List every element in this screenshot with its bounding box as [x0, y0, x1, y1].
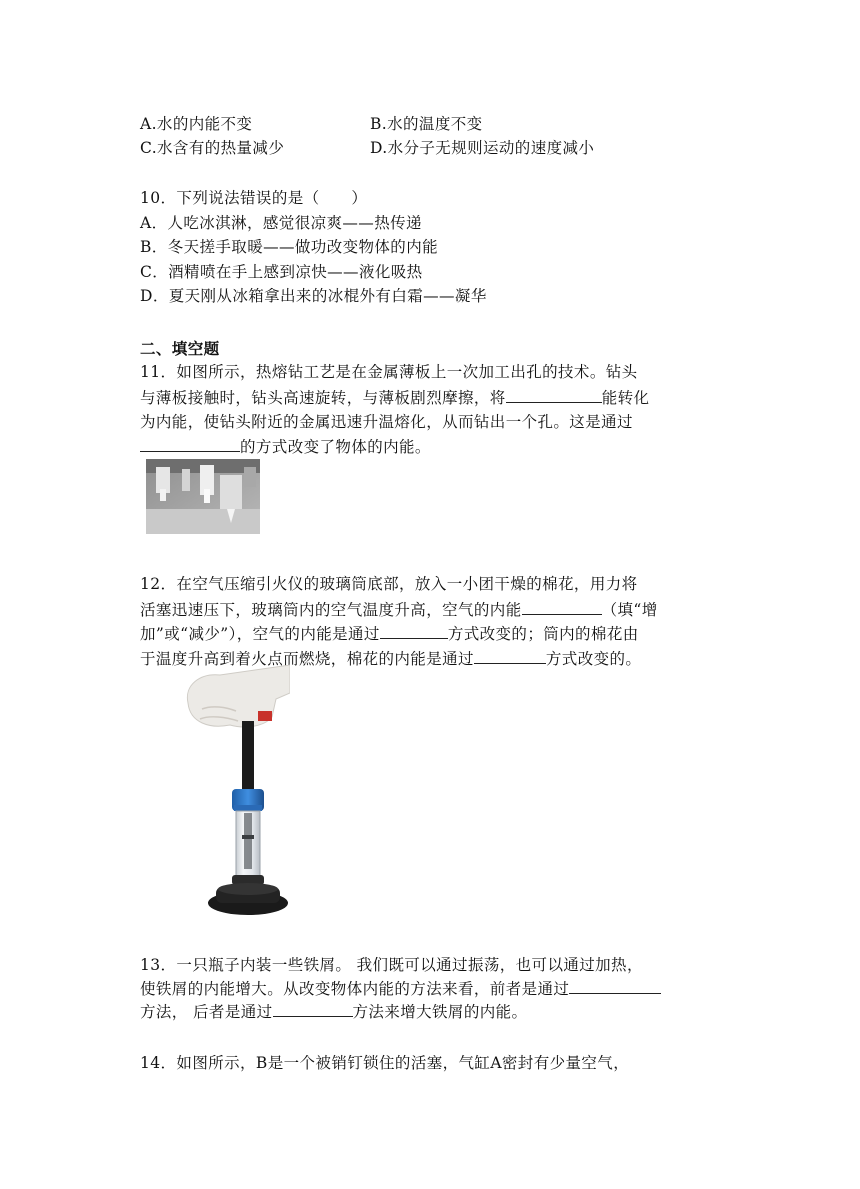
q10-option-c: C．酒精喷在手上感到凉快——液化吸热	[140, 263, 423, 281]
q14-line-1: 14．如图所示，B是一个被销钉锁住的活塞，气缸A密封有少量空气，	[140, 1054, 630, 1072]
q12-line-3-text: 加”或“减少”），空气的内能是通过	[140, 625, 380, 643]
q11-line-4-text: 的方式改变了物体的内能。	[240, 438, 431, 456]
q13-line-3	[140, 1000, 527, 1023]
q12-line-3	[140, 622, 639, 645]
q13-blank-2[interactable]	[273, 1000, 353, 1017]
q11-line-2	[140, 386, 649, 409]
q12-blank-1[interactable]	[522, 598, 602, 615]
q11-blank-2[interactable]	[140, 435, 240, 452]
q13-line-3-tail: 方法来增大铁屑的内能。	[352, 1003, 528, 1021]
q13-line-2	[140, 977, 661, 1000]
q13-line-3-text: 方法， 后者是通过	[140, 1003, 273, 1021]
q12-blank-2[interactable]	[380, 622, 448, 639]
q13-line-1: 13．一只瓶子内装一些铁屑。 我们既可以通过振荡，也可以通过加热，	[140, 956, 643, 974]
q13-blank-1[interactable]	[569, 977, 661, 994]
drill-photo	[146, 459, 260, 534]
section-title: 二、填空题	[140, 340, 220, 358]
q12-line-4-tail: 方式改变的。	[545, 650, 642, 668]
q12-line-2-tail: （填“增	[601, 601, 658, 619]
q12-line-4-text: 于温度升高到着火点而燃烧，棉花的内能是通过	[140, 650, 474, 668]
q12-blank-3[interactable]	[474, 647, 546, 664]
q9-option-b: B.水的温度不变	[370, 115, 483, 133]
q11-blank-1[interactable]	[506, 386, 602, 403]
igniter-photo-graphic	[180, 665, 290, 923]
q12-line-3-tail: 方式改变的；筒内的棉花由	[447, 625, 639, 643]
q13-line-2-text: 使铁屑的内能增大。从改变物体内能的方法来看，前者是通过	[140, 980, 570, 998]
igniter-photo	[180, 665, 290, 923]
q10-option-d: D．夏天刚从冰箱拿出来的冰棍外有白霜——凝华	[140, 287, 487, 305]
q9-option-a-text: A.水的内能不变	[140, 115, 253, 133]
q10-stem: 10．下列说法错误的是（ ）	[140, 189, 368, 207]
q9-option-c	[140, 137, 595, 159]
q11-line-2-tail: 能转化	[601, 389, 650, 407]
q9-option-d: D.水分子无规则运动的速度减小	[370, 139, 595, 157]
q10-option-b: B．冬天搓手取暖——做功改变物体的内能	[140, 238, 438, 256]
q10-option-a: A．人吃冰淇淋，感觉很凉爽——热传递	[140, 214, 422, 232]
q9-option-a	[140, 113, 483, 135]
q12-line-1: 12．在空气压缩引火仪的玻璃筒底部，放入一小团干燥的棉花，用力将	[140, 575, 638, 593]
q11-line-4	[140, 435, 431, 458]
q9-option-c-text: C.水含有的热量减少	[140, 139, 285, 157]
q11-line-3: 为内能，使钻头附近的金属迅速升温熔化，从而钻出一个孔。这是通过	[140, 413, 633, 431]
q11-line-2-text: 与薄板接触时，钻头高速旋转，与薄板剧烈摩擦，将	[140, 389, 506, 407]
q12-line-2-text: 活塞迅速压下，玻璃筒内的空气温度升高，空气的内能	[140, 601, 522, 619]
q12-line-2	[140, 598, 658, 621]
drill-photo-graphic	[146, 459, 260, 534]
q11-line-1: 11．如图所示，热熔钻工艺是在金属薄板上一次加工出孔的技术。钻头	[140, 363, 638, 381]
